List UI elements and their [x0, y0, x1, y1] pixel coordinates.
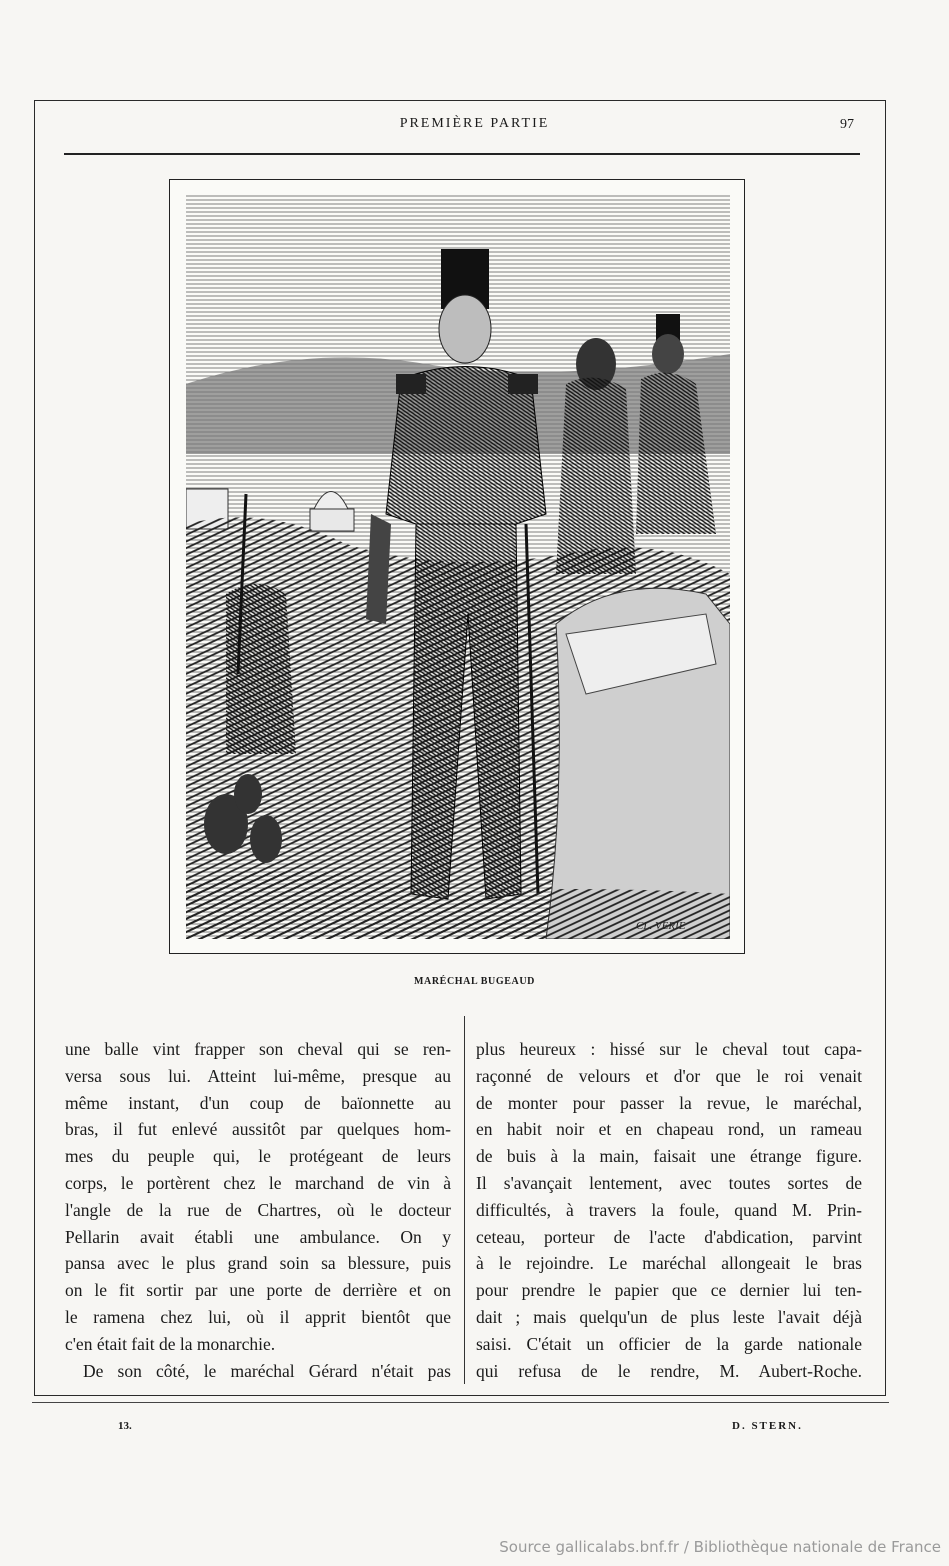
- engraver-signature: CL. VERIE: [636, 920, 686, 932]
- text-line: Pellarin avait établi une ambulance. On y: [65, 1226, 451, 1247]
- text-line: en habit noir et en chapeau rond, un rameau: [476, 1119, 862, 1140]
- text-line: le ramena chez lui, où il apprit bientôt que: [65, 1306, 451, 1327]
- text-line: plus heureux : hissé sur le cheval tout capa-: [476, 1039, 862, 1059]
- text-line: De son côté, le maréchal Gérard n'était pas: [83, 1360, 451, 1381]
- running-title: PREMIÈRE PARTIE: [399, 116, 550, 131]
- text-line: bras, il fut enlevé aussitôt par quelques hom-: [65, 1119, 451, 1140]
- text-line: mes du peuple qui, le protégeant de leurs: [65, 1146, 451, 1167]
- engraving-marechal-bugeaud: [186, 194, 730, 939]
- text-line: ceteau, porteur de l'acte d'abdication, parvint: [476, 1226, 862, 1247]
- text-line: saisi. C'était un officier de la garde nationale: [476, 1333, 862, 1354]
- text-line: Il s'avançait lentement, avec toutes sortes de: [476, 1172, 862, 1193]
- text-line: qui refusa de le rendre, M. Aubert-Roche.: [476, 1360, 862, 1381]
- text-line: même instant, d'un coup de baïonnette au: [65, 1092, 451, 1113]
- engraving-illustration: [169, 179, 745, 954]
- text-line: l'angle de la rue de Chartres, où le docteur: [65, 1199, 451, 1220]
- column-divider: [464, 1016, 465, 1384]
- text-line: pour prendre le papier que ce dernier lui ten-: [476, 1280, 862, 1301]
- signature-mark: 13.: [118, 1420, 132, 1432]
- text-column-right: [476, 1036, 862, 1384]
- text-line: difficultés, à travers la foule, quand M. Prin-: [476, 1199, 862, 1220]
- text-line: versa sous lui. Atteint lui-même, presque au: [65, 1065, 451, 1086]
- page-number: 97: [840, 117, 854, 132]
- illustration-caption: MARÉCHAL BUGEAUD: [414, 976, 535, 987]
- text-column-left: [65, 1036, 451, 1384]
- epaulette-right: [508, 374, 538, 394]
- source-credit: Source gallicalabs.bnf.fr / Bibliothèque nationale de France: [499, 1538, 941, 1556]
- epaulette-left: [396, 374, 426, 394]
- text-line: une balle vint frapper son cheval qui se ren-: [65, 1039, 451, 1059]
- text-line: on le fit sortir par une porte de derrière et on: [65, 1280, 451, 1301]
- header-rule: [64, 153, 860, 155]
- text-line: à le rejoindre. Le maréchal allongeait le bras: [476, 1253, 862, 1274]
- text-line: pansa avec le plus grand soin sa blessure, puis: [65, 1253, 451, 1274]
- bottom-rule: [32, 1402, 889, 1403]
- text-line: de monter pour passer la revue, le maréchal,: [476, 1092, 862, 1113]
- soldier-back: [226, 584, 296, 754]
- text-line: corps, le portèrent chez le marchand de vin à: [65, 1172, 451, 1193]
- text-line: dait ; mais quelqu'un de plus leste l'avait déjà: [476, 1306, 862, 1327]
- marshal-face: [439, 295, 491, 363]
- text-line: raçonné de velours et d'or que le roi venait: [476, 1065, 862, 1086]
- printer-mark: D. STERN.: [732, 1420, 803, 1432]
- text-line: de buis à la main, faisait une étrange figure.: [476, 1146, 862, 1167]
- text-line: c'en était fait de la monarchie.: [65, 1333, 276, 1354]
- robed-companion: [556, 378, 636, 574]
